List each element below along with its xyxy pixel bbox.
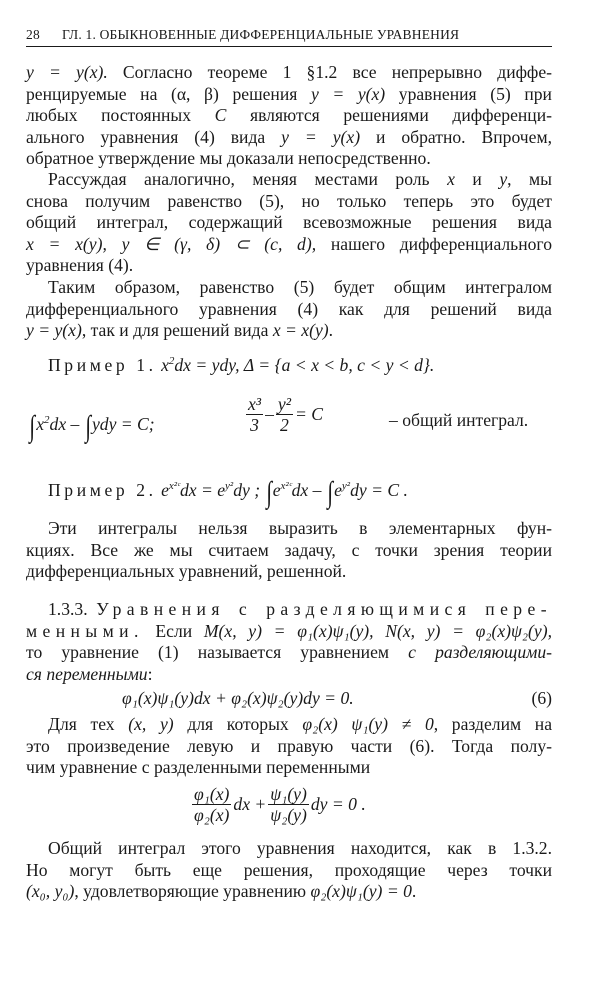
text-line: , разделим на [433, 714, 553, 734]
text-line: Согласно теореме 1 §1.2 все непрерывно диффе- [107, 62, 552, 82]
math-inline: y = y(x) [26, 320, 82, 340]
text-line: . [411, 881, 417, 901]
equation-6 [26, 688, 552, 710]
example-2-label: Пример 2. [48, 480, 157, 500]
math-inline: y = y(x) [310, 83, 386, 104]
text-line: кциях. Все же мы считаем задачу, с точки зрения теории [26, 539, 552, 560]
example-1-label: Пример 1. [48, 355, 157, 375]
integral-sign-icon: ∫ [84, 410, 91, 443]
math-inline: $x^2dx$ = ydy, Δ = {a < x < b, c < y < d}. [161, 355, 435, 375]
text-line: Для тех [48, 714, 129, 734]
equation-6-body: φ₁(x)ψ₁(y)dx + φ₂(x)ψ₂(y)dy = 0. [122, 688, 354, 708]
math-inline: x = x(y) [272, 320, 329, 340]
paragraph-1 [26, 62, 552, 170]
text-line: Но могут быть еще решения, проходящие через точки [26, 859, 552, 880]
math-inline: x = x(y), y ∈ (γ, δ) ⊂ (c, d), [26, 233, 317, 254]
text-line: это произведение левую и правую части (6). Тогда полу- [26, 735, 552, 756]
integral-sign-icon: ∫ [327, 476, 333, 509]
section-1-3-3 [26, 599, 552, 685]
text-line: Рассуждая аналогично, меняя местами роль [48, 169, 448, 189]
text-line: чим уравнение с разделенными переменными [26, 757, 371, 777]
text-line: : [147, 663, 153, 684]
math-inline: (x₀, y₀) [26, 881, 75, 901]
paragraph-2 [26, 169, 552, 277]
math-inline: φ₂(x) ψ₁(y) ≠ 0 [302, 714, 434, 734]
text-line: и [454, 169, 500, 189]
emphasis-text: с разделяющими- [408, 642, 552, 662]
text-line: и обратно. Впрочем, [360, 126, 552, 147]
text-line: любых постоянных [26, 105, 215, 125]
text-line: . [328, 320, 334, 340]
text-line: ального уравнения (4) вида [26, 126, 282, 147]
paragraph-6 [26, 838, 552, 903]
section-title: Уравнения с разделяющимися пере- [96, 599, 552, 619]
example-1-statement [48, 351, 552, 377]
text-line: Эти интегралы нельзя выразить в элементарных фун- [48, 518, 552, 538]
example-1-integral [26, 394, 552, 446]
math-inline: y [499, 169, 508, 189]
math-inline: (x, y) [128, 714, 174, 734]
math-inline: x [447, 169, 455, 189]
text-line: нашего дифференциального [316, 233, 552, 254]
text-line: , мы [507, 169, 552, 189]
text-line: Если [143, 620, 204, 641]
chapter-title: ГЛ. 1. ОБЫКНОВЕННЫЕ ДИФФЕРЕНЦИАЛЬНЫЕ УРАВНЕНИЯ [62, 27, 460, 42]
math-fractions: $\frac{\text{x³}}{3}$ – $\frac{\text{y²}}{2}$ = C [248, 394, 323, 435]
book-page [26, 24, 553, 901]
running-header [26, 24, 552, 47]
text-line: общий интеграл, содержащий всевозможные решения вида [26, 212, 552, 232]
math-integrals: $\int x^2dx - \int ydy = C$; [29, 410, 155, 443]
paragraph-3 [26, 277, 552, 342]
text-line: , так и для решений вида [81, 320, 273, 340]
text-line: дифференциального уравнения (4) как для решений вида [26, 298, 552, 319]
text-line: являются решениями дифференци- [226, 105, 552, 125]
integral-sign-icon: ∫ [29, 410, 35, 443]
example-2-statement [48, 476, 552, 509]
text-line: Таким образом, равенство (5) будет общим интегралом [48, 277, 552, 297]
math-inline: C [214, 105, 227, 125]
separated-equation [26, 784, 552, 834]
page-number: 28 [26, 27, 40, 42]
integral-comment: – общий интеграл. [389, 410, 529, 430]
paragraph-4 [26, 518, 552, 583]
text-line: уравнения (5) при [385, 83, 552, 104]
text-line: для которых [173, 714, 303, 734]
text-line: снова получим равенство (5), но только теперь это будет [26, 190, 552, 211]
integral-sign-icon: ∫ [265, 476, 272, 509]
math-inline: y = y(x). [26, 62, 108, 82]
text-line: Общий интеграл этого уравнения находится, как в 1.3.2. [48, 838, 552, 858]
text-line: то уравнение (1) называется уравнением [26, 642, 409, 662]
math-inline: $e^{x^2ᶜ}dx = e^{y^2}dy$ ; $\int e^{x^2ᶜ}dx - \int e^{y^2}dy = C$ . [161, 476, 408, 509]
section-title: менными. [26, 620, 144, 641]
emphasis-text: ся переменными [26, 663, 148, 684]
paragraph-5 [26, 714, 552, 779]
text-line: ренцируемые на (α, β) решения [26, 83, 311, 104]
text-line: , удовлетворяющие уравнению [74, 881, 311, 901]
section-number: 1.3.3. [48, 599, 88, 619]
text-line: уравнения (4). [26, 255, 134, 275]
math-inline: φ₂(x)ψ₁(y) = 0 [310, 881, 412, 901]
math-inline: y = y(x) [281, 126, 361, 147]
text-line: обратное утверждение мы доказали непосредственно. [26, 148, 431, 168]
math-display: $\frac{\text{φ₁(x)}}{\text{φ₂(x)}}$ dx + $\frac{\text{ψ₁(y)}}{\text{ψ₂(y)}}$ dy = 0 . [194, 784, 366, 825]
text-line: дифференциальных уравнений, решенной. [26, 561, 347, 581]
math-inline: M(x, y) = φ₁(x)ψ₁(y), N(x, y) = φ₂(x)ψ₂(y), [203, 620, 552, 641]
equation-number: (6) [531, 688, 552, 708]
